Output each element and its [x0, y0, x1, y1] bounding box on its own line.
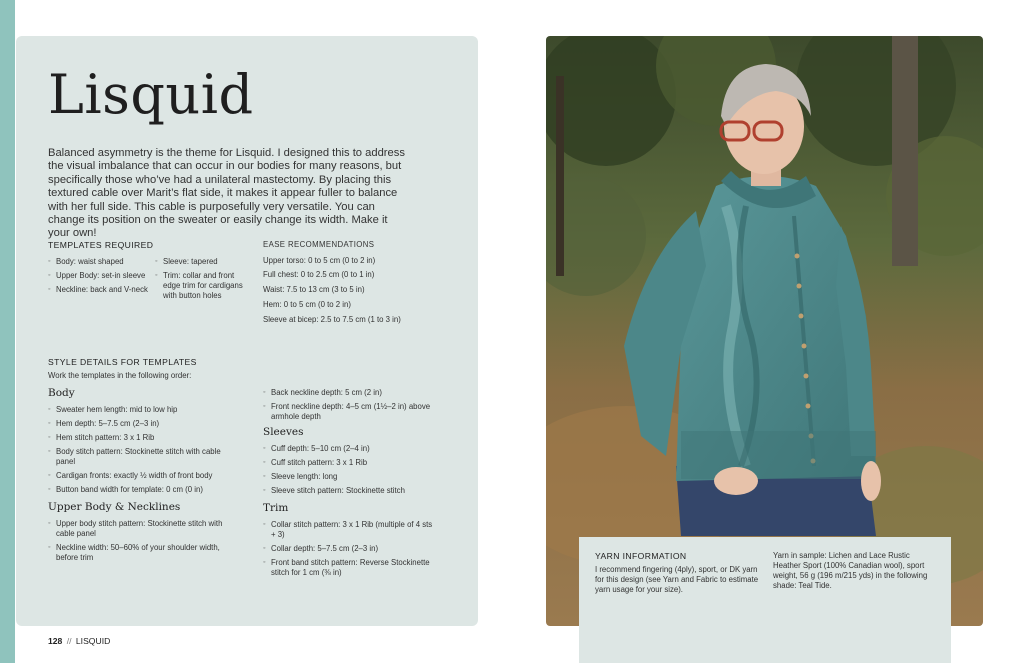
template-item: ◦ Body: waist shaped: [48, 257, 148, 267]
ease-section: [263, 240, 463, 329]
template-item: ◦ Sleeve: tapered: [155, 257, 245, 267]
trim-item: ◦ Collar depth: 5–7.5 cm (2–3 in): [263, 544, 433, 554]
ease-item: Upper torso: 0 to 5 cm (0 to 2 in): [263, 255, 376, 265]
template-item: ◦ Neckline: back and V-neck: [48, 285, 148, 295]
ease-item: Sleeve at bicep: 2.5 to 7.5 cm (1 to 3 in): [263, 314, 401, 324]
body-item: ◦ Cardigan fronts: exactly ½ width of front body: [48, 471, 238, 481]
yarn-info-box: [579, 537, 951, 663]
sleeves-item: ◦ Sleeve stitch pattern: Stockinette stitch: [263, 486, 433, 496]
footer-separator: //: [66, 636, 72, 646]
templates-section: [48, 240, 248, 300]
templates-heading: TEMPLATES REQUIRED: [48, 240, 154, 250]
yarn-heading: YARN INFORMATION: [595, 551, 687, 561]
intro-paragraph: Balanced asymmetry is the theme for Lisquid. I designed this to address the visual imbalance that can occur in our bodies for many reasons, but specifically those who’ve had a unilateral mastectomy. By placing this textured cable over Marit’s flat side, it makes it appear fuller to balance with her full side. This cable is purposefully very versatile. You can change its position on the sweater or easily change its width. Make it your own!: [48, 147, 405, 240]
upper-body-item: ◦ Upper body stitch pattern: Stockinette stitch with cable panel: [48, 519, 238, 539]
neckline-item: ◦ Front neckline depth: 4–5 cm (1½–2 in) above armhole depth: [263, 402, 433, 422]
trim-item: ◦ Collar stitch pattern: 3 x 1 Rib (multiple of 4 sts + 3): [263, 520, 433, 540]
body-item: ◦ Hem depth: 5–7.5 cm (2–3 in): [48, 419, 238, 429]
sleeves-item: ◦ Cuff stitch pattern: 3 x 1 Rib: [263, 458, 433, 468]
sleeves-item: ◦ Sleeve length: long: [263, 472, 433, 482]
footer-pattern-name: LISQUID: [75, 636, 111, 646]
body-item: ◦ Sweater hem length: mid to low hip: [48, 405, 238, 415]
body-item: ◦ Hem stitch pattern: 3 x 1 Rib: [48, 433, 238, 443]
trim-item: ◦ Front band stitch pattern: Reverse Stockinette stitch for 1 cm (⅜ in): [263, 558, 433, 578]
upper-body-heading: Upper Body & Necklines: [48, 501, 181, 513]
page-number: 128: [48, 636, 63, 646]
ease-item: Hem: 0 to 5 cm (0 to 2 in): [263, 299, 351, 309]
style-heading: STYLE DETAILS FOR TEMPLATES: [48, 357, 197, 367]
page-footer: [48, 636, 110, 646]
page-title: Lisquid: [48, 63, 254, 126]
ease-item: Waist: 7.5 to 13 cm (3 to 5 in): [263, 285, 365, 295]
body-heading: Body: [48, 387, 75, 399]
yarn-recommendation: I recommend fingering (4ply), sport, or DK yarn for this design (see Yarn and Fabric to estimate yarn usage for your size).: [595, 565, 759, 594]
style-left-column: [48, 357, 238, 567]
style-subtext: Work the templates in the following order:: [48, 371, 192, 380]
template-item: ◦ Trim: collar and front edge trim for cardigans with button holes: [155, 271, 245, 301]
body-item: ◦ Body stitch pattern: Stockinette stitch with cable panel: [48, 447, 238, 467]
body-item: ◦ Button band width for template: 0 cm (0 in): [48, 485, 238, 495]
sleeves-item: ◦ Cuff depth: 5–10 cm (2–4 in): [263, 444, 433, 454]
neckline-item: ◦ Back neckline depth: 5 cm (2 in): [263, 388, 433, 398]
trim-heading: Trim: [263, 502, 289, 514]
ease-heading: EASE RECOMMENDATIONS: [263, 240, 375, 249]
upper-body-item: ◦ Neckline width: 50–60% of your shoulder width, before trim: [48, 543, 238, 563]
ease-item: Full chest: 0 to 2.5 cm (0 to 1 in): [263, 270, 375, 280]
yarn-sample: Yarn in sample: Lichen and Lace Rustic Heather Sport (100% Canadian wool), sport weight, 56 g (196 m/215 yds) in the following shade: Teal Tide.: [773, 551, 928, 590]
template-item: ◦ Upper Body: set-in sleeve: [48, 271, 148, 281]
sleeves-heading: Sleeves: [263, 426, 304, 438]
page-edge-stripe: [0, 0, 15, 663]
style-right-column: [263, 388, 433, 582]
